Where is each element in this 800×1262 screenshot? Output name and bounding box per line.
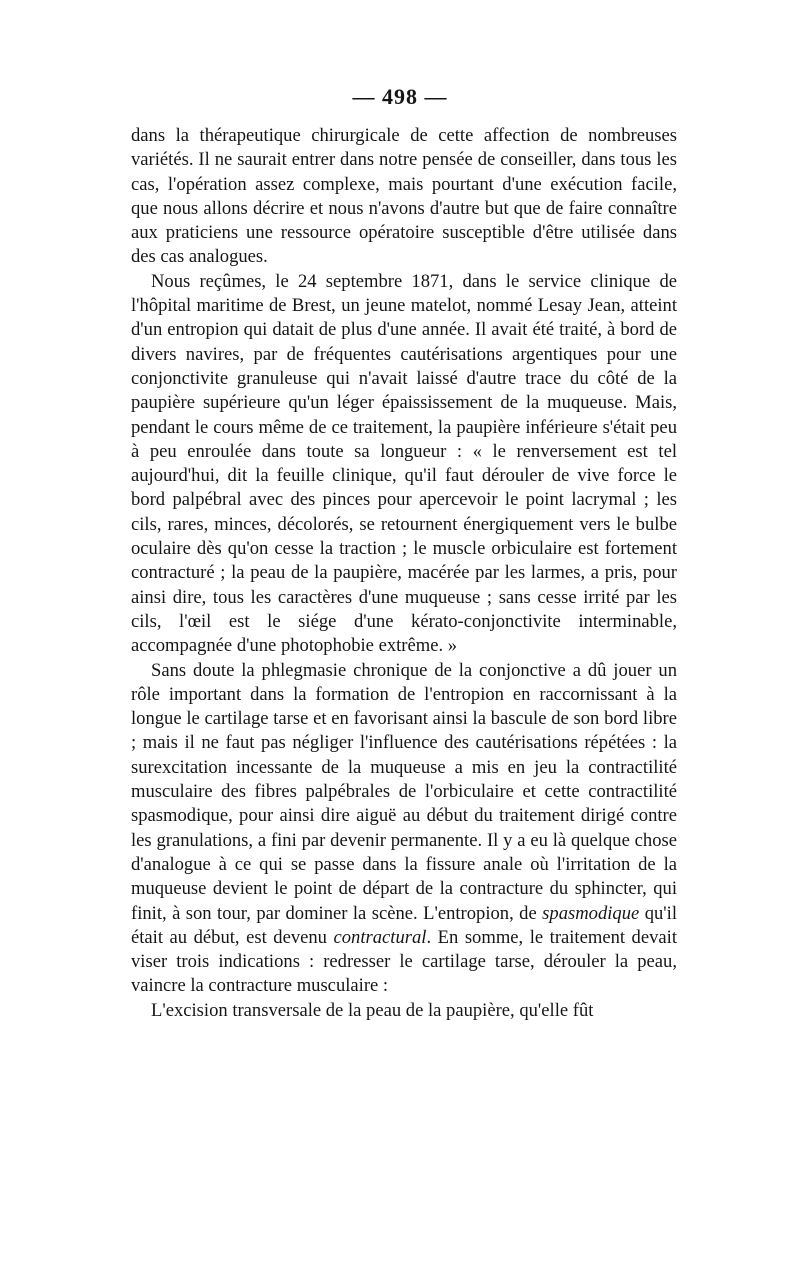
page-number: — 498 —	[352, 84, 448, 109]
paragraph-3-text-a: Sans doute la phlegmasie chronique de la conjonctive a dû jouer un rôle important dans la formation de l'entropion en raccornissant à la longue le cartilage tarse et en favorisant ainsi la bascule de son bord libre ; mais il ne faut pas négliger l'influence des cautérisations répétées : la surexcitation incessante de la muqueuse a mis en jeu la contractilité musculaire des fibres palpébrales de l'orbiculaire et cette contractilité spasmodique, pour ainsi dire aiguë au début du traitement dirigé contre les granulations, a fini par devenir permanente. Il y a eu là quelque chose d'analogue à ce qui se passe dans la fissure anale où l'irritation de la muqueuse devient le point de départ de la contracture du sphincter, qui finit, à son tour, par dominer la scène. L'entropion, de	[131, 659, 677, 924]
paragraph-3-text-b: qu'il était au début, est devenu	[131, 902, 677, 948]
paragraph-1: dans la thérapeutique chirurgicale de cette affection de nombreuses variétés. Il ne saurait entrer dans notre pensée de conseiller, dans tous les cas, l'opération assez complexe, mais pourtant d'une exécution facile, que nous allons décrire et nous n'avons d'autre but que de faire connaître aux praticiens une ressource opératoire susceptible d'être utilisée dans des cas analogues.	[131, 125, 677, 268]
emphasis-contractural: contractural	[333, 926, 427, 948]
paragraph-4: L'excision transversale de la peau de la paupière, qu'elle fût	[151, 999, 594, 1021]
body-text	[131, 124, 677, 1023]
paragraph-3	[131, 659, 677, 999]
emphasis-spasmodique: spasmodique	[542, 902, 640, 924]
paragraph-2: Nous reçûmes, le 24 septembre 1871, dans le service clinique de l'hôpital maritime de Brest, un jeune matelot, nommé Lesay Jean, atteint d'un entropion qui datait de plus d'une année. Il avait été traité, à bord de divers navires, par de fréquentes cautérisations argentiques pour une conjonctivite granuleuse qui n'avait laissé d'autre trace du côté de la paupière supérieure qu'un léger épaississement de la muqueuse. Mais, pendant le cours même de ce traitement, la paupière inférieure s'était peu à peu enroulée dans toute sa longueur : « le renversement est tel aujourd'hui, dit la feuille clinique, qu'il faut dérouler de vive force le bord palpébral avec des pinces pour apercevoir le point lacrymal ; les cils, rares, minces, décolorés, se retournent énergiquement vers le bulbe oculaire dès qu'on cesse la traction ; le muscle orbiculaire est fortement contracturé ; la peau de la paupière, macérée par les larmes, a pris, pour ainsi dire, tous les caractères d'une muqueuse ; sans cesse irrité par les cils, l'œil est le siége d'une kérato-conjonctivite interminable, accompagnée d'une photophobie extrême. »	[131, 270, 677, 657]
paragraph-3-text-c: . En somme, le traitement devait viser trois indications : redresser le cartilage tarse, dérouler la peau, vaincre la contracture musculaire :	[131, 926, 677, 997]
